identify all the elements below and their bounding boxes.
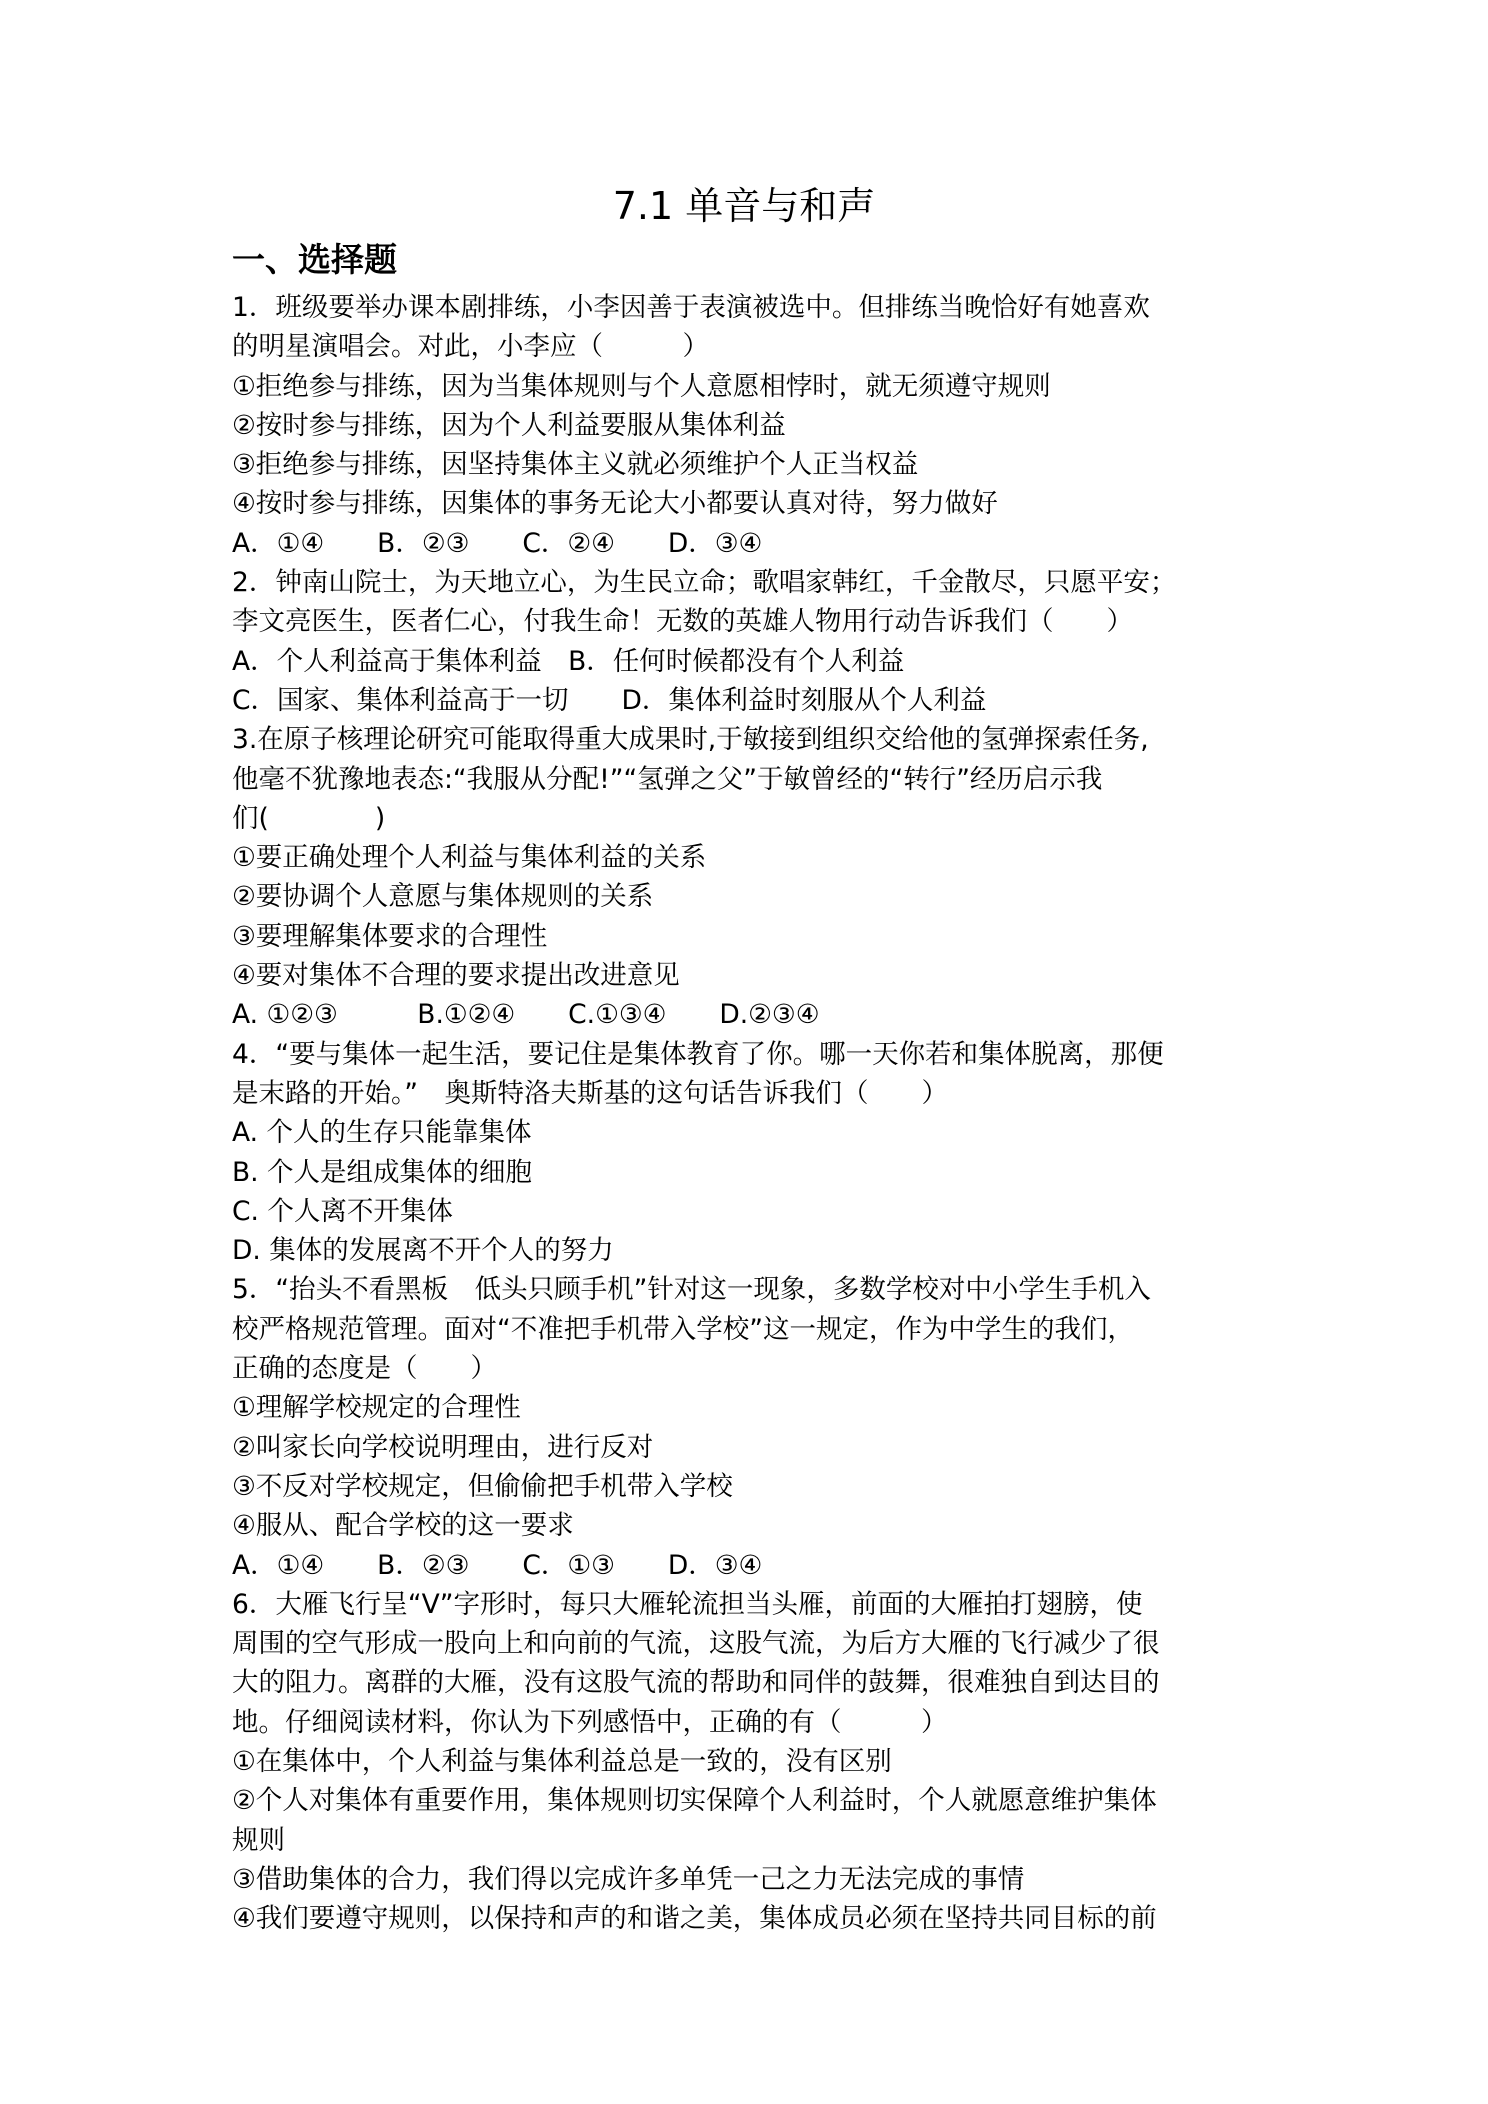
text-line: ①理解学校规定的合理性 (232, 1392, 521, 1424)
text-line: ④按时参与排练，因集体的事务无论大小都要认真对待，努力做好 (232, 488, 998, 520)
text-line: ②按时参与排练，因为个人利益要服从集体利益 (232, 409, 786, 441)
text-line: ④要对集体不合理的要求提出改进意见 (232, 960, 680, 992)
text-line: ④服从、配合学校的这一要求 (232, 1510, 574, 1542)
text-line: 5．“抬头不看黑板 低头只顾手机”针对这一现象，多数学校对中小学生手机入 (232, 1274, 1151, 1306)
text-line: ②叫家长向学校说明理由，进行反对 (232, 1431, 654, 1463)
question-body (232, 288, 1272, 1938)
text-line: ③拒绝参与排练，因坚持集体主义就必须维护个人正当权益 (232, 449, 919, 481)
text-line: A. ①②③ B.①②④ C.①③④ D.②③④ (232, 999, 820, 1031)
text-line: 李文亮医生，医者仁心，付我生命！无数的英雄人物用行动告诉我们（ ） (232, 606, 1133, 638)
text-line: ③要理解集体要求的合理性 (232, 920, 548, 952)
text-line: 6．大雁飞行呈“V”字形时，每只大雁轮流担当头雁，前面的大雁拍打翅膀，使 (232, 1588, 1143, 1620)
text-line: ①在集体中，个人利益与集体利益总是一致的，没有区别 (232, 1745, 892, 1777)
text-line: 地。仔细阅读材料，你认为下列感悟中，正确的有（ ） (232, 1706, 948, 1738)
text-line: C．国家、集体利益高于一切 D．集体利益时刻服从个人利益 (232, 684, 987, 716)
text-line: 规则 (232, 1824, 285, 1856)
text-line: 是末路的开始。” 奥斯特洛夫斯基的这句话告诉我们（ ） (232, 1077, 948, 1109)
page-title: 7.1 单音与和声 (612, 184, 876, 228)
text-line: 3.在原子核理论研究可能取得重大成果时,于敏接到组织交给他的氢弹探索任务, (232, 724, 1149, 756)
text-line: C. 个人离不开集体 (232, 1195, 453, 1227)
text-line: ①拒绝参与排练，因为当集体规则与个人意愿相悖时，就无须遵守规则 (232, 370, 1051, 402)
text-line: D. 集体的发展离不开个人的努力 (232, 1235, 614, 1267)
text-line: ③不反对学校规定，但偷偷把手机带入学校 (232, 1470, 733, 1502)
text-line: A．①④ B．②③ C．①③ D．③④ (232, 1549, 763, 1581)
text-line: 的明星演唱会。对此，小李应（ ） (232, 331, 709, 363)
section-heading: 一、选择题 (232, 240, 397, 279)
text-line: A．①④ B．②③ C．②④ D．③④ (232, 527, 763, 559)
text-line: ①要正确处理个人利益与集体利益的关系 (232, 842, 707, 874)
text-line: ③借助集体的合力，我们得以完成许多单凭一己之力无法完成的事情 (232, 1863, 1025, 1895)
text-line: 2．钟南山院士，为天地立心，为生民立命；歌唱家韩红，千金散尽，只愿平安； (232, 567, 1177, 599)
text-line: 4．“要与集体一起生活，要记住是集体教育了你。哪一天你若和集体脱离，那便 (232, 1038, 1164, 1070)
text-line: 1．班级要举办课本剧排练，小李因善于表演被选中。但排练当晚恰好有她喜欢 (232, 292, 1150, 323)
text-line: 正确的态度是（ ） (232, 1353, 497, 1385)
text-line: ②个人对集体有重要作用，集体规则切实保障个人利益时，个人就愿意维护集体 (232, 1785, 1157, 1817)
text-line: 们( ) (232, 802, 386, 834)
text-line: ②要协调个人意愿与集体规则的关系 (232, 881, 654, 913)
text-line: B. 个人是组成集体的细胞 (232, 1156, 533, 1188)
text-line: A. 个人的生存只能靠集体 (232, 1117, 532, 1149)
text-line: 周围的空气形成一股向上和向前的气流，这股气流，为后方大雁的飞行减少了很 (232, 1628, 1160, 1660)
text-line: ④我们要遵守规则，以保持和声的和谐之美，集体成员必须在坚持共同目标的前 (232, 1903, 1157, 1935)
text-line: 他毫不犹豫地表态:“我服从分配!”“氢弹之父”于敏曾经的“转行”经历启示我 (232, 763, 1103, 795)
text-line: A．个人利益高于集体利益 B．任何时候都没有个人利益 (232, 645, 905, 677)
text-line: 大的阻力。离群的大雁，没有这股气流的帮助和同伴的鼓舞，很难独自到达目的 (232, 1667, 1160, 1699)
text-line: 校严格规范管理。面对“不准把手机带入学校”这一规定，作为中学生的我们， (232, 1313, 1134, 1345)
